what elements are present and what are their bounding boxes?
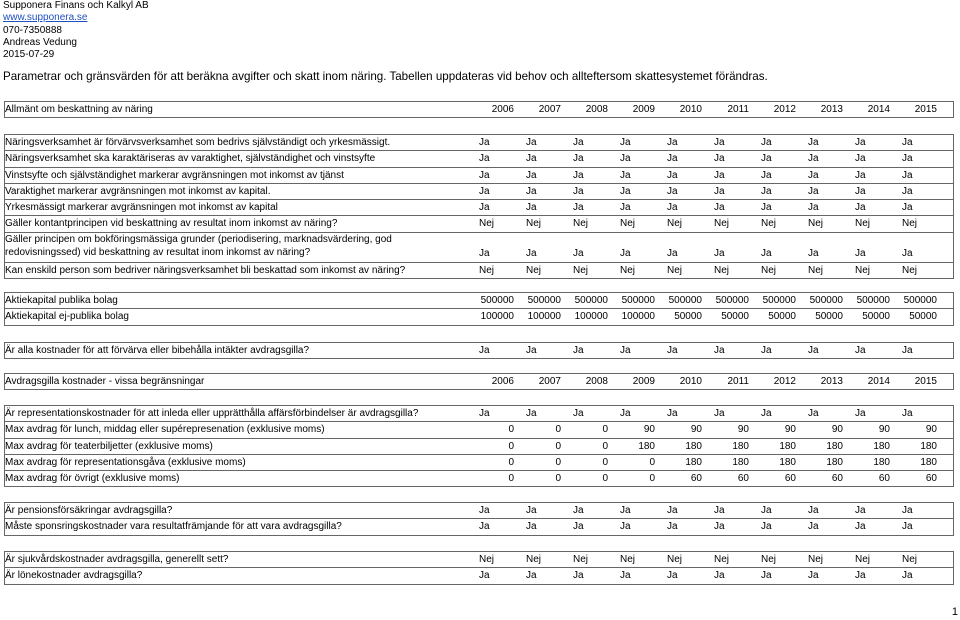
cell-2015: Ja [902, 570, 913, 582]
cell-2007: 100000 [527, 311, 561, 323]
row-label: Yrkesmässigt markerar avgränsningen mot inkomst av kapital [5, 202, 278, 214]
cell-2015: 180 [920, 440, 937, 452]
cell-2014: Ja [855, 505, 866, 516]
cell-2009: 0 [649, 456, 655, 468]
cell-2012: Ja [761, 505, 772, 516]
cell-2011: 60 [737, 473, 749, 485]
cell-2007: 0 [555, 440, 561, 452]
cell-2009: Nej [620, 218, 636, 230]
cell-2014: Ja [855, 570, 866, 582]
cell-2013: Ja [808, 169, 819, 181]
cell-2014: Nej [855, 264, 871, 276]
row-label: Max avdrag för övrigt (exklusive moms) [5, 473, 180, 485]
year-header-2012: 2012 [773, 376, 796, 387]
cell-2013: Ja [808, 521, 819, 533]
cell-2014: 90 [878, 424, 890, 436]
cell-2015: Ja [902, 202, 913, 214]
table-row [5, 293, 953, 309]
cell-2010: Ja [667, 169, 678, 181]
section2-header-row [5, 374, 953, 389]
cell-2011: Ja [714, 505, 725, 516]
row-label: Kan enskild person som bedriver näringsverksamhet bli beskattad som inkomst av näring? [5, 264, 406, 276]
table-row [5, 168, 953, 184]
cell-2012: Ja [761, 521, 772, 533]
year-header-2006: 2006 [491, 376, 514, 387]
cell-2011: Ja [714, 521, 725, 533]
cell-2011: 500000 [715, 295, 749, 306]
year-header-2007: 2007 [538, 104, 561, 115]
cell-2007: Nej [526, 218, 542, 230]
cell-2009: Nej [620, 264, 636, 276]
cell-2013: Ja [808, 185, 819, 197]
cell-2010: Ja [667, 153, 678, 165]
section2-header [4, 373, 954, 390]
table-row [5, 309, 953, 324]
document-date: 2015-07-29 [3, 49, 55, 61]
cell-2014: Ja [855, 137, 866, 148]
cell-2007: Ja [526, 408, 537, 419]
cell-2014: 180 [873, 440, 890, 452]
year-header-2013: 2013 [820, 104, 843, 115]
cell-2012: Ja [761, 345, 772, 356]
cell-2007: Ja [526, 247, 537, 259]
section1-table [4, 134, 954, 279]
cell-2011: Ja [714, 247, 725, 259]
cell-2007: Ja [526, 153, 537, 165]
cell-2008: 500000 [574, 295, 608, 306]
cell-2011: Nej [714, 554, 730, 565]
section2-title: Avdragsgilla kostnader - vissa begränsningar [5, 376, 205, 387]
cell-2011: Ja [714, 153, 725, 165]
cell-2007: 0 [555, 424, 561, 436]
cell-2010: Ja [667, 408, 678, 419]
cell-2014: Ja [855, 521, 866, 533]
cell-2011: 50000 [721, 311, 749, 323]
table-row [5, 519, 953, 534]
row-label: Max avdrag för representationsgåva (exklusive moms) [5, 456, 246, 468]
misc-table [4, 551, 954, 585]
cell-2009: Ja [620, 570, 631, 582]
representation-table [4, 405, 954, 487]
cell-2014: Ja [855, 408, 866, 419]
cell-2010: Nej [667, 264, 683, 276]
cell-2014: 500000 [856, 295, 890, 306]
row-label: Måste sponsringskostnader vara resultatfrämjande för att vara avdragsgilla? [5, 521, 342, 533]
cell-2012: Ja [761, 408, 772, 419]
cell-2013: Ja [808, 153, 819, 165]
cell-2009: Ja [620, 505, 631, 516]
cell-2006: Ja [479, 137, 490, 148]
cell-2007: Ja [526, 202, 537, 214]
table-row [5, 135, 953, 151]
table-row [5, 439, 953, 455]
cell-2013: Nej [808, 218, 824, 230]
table-row [5, 151, 953, 167]
cell-2012: 180 [779, 440, 796, 452]
cell-2010: Ja [667, 137, 678, 148]
cell-2010: 60 [690, 473, 702, 485]
row-label: Är sjukvårdskostnader avdragsgilla, generellt sett? [5, 554, 229, 565]
cell-2015: Nej [902, 264, 918, 276]
cell-2010: 180 [685, 456, 702, 468]
year-header-2012: 2012 [773, 104, 796, 115]
table-row [5, 471, 953, 486]
cell-2010: Ja [667, 570, 678, 582]
cell-2007: Ja [526, 505, 537, 516]
row-label: Varaktighet markerar avgränsningen mot inkomst av kapital. [5, 185, 271, 197]
cell-2006: Ja [479, 247, 490, 259]
cell-2011: 180 [732, 456, 749, 468]
cell-2006: Ja [479, 169, 490, 181]
cell-2009: Nej [620, 554, 636, 565]
cell-2012: 180 [779, 456, 796, 468]
cell-2007: Nej [526, 554, 542, 565]
section1-header-row [5, 102, 953, 117]
cell-2015: 500000 [903, 295, 937, 306]
cell-2008: Nej [573, 264, 589, 276]
cell-2010: Ja [667, 345, 678, 356]
cell-2013: 90 [831, 424, 843, 436]
cell-2010: 90 [690, 424, 702, 436]
cell-2015: 50000 [909, 311, 937, 323]
cell-2006: Ja [479, 153, 490, 165]
company-name: Supponera Finans och Kalkyl AB [3, 0, 149, 11]
year-header-2009: 2009 [632, 376, 655, 387]
cell-2012: 50000 [768, 311, 796, 323]
table-row [5, 503, 953, 519]
cell-2006: Ja [479, 202, 490, 214]
author-name: Andreas Vedung [3, 36, 77, 48]
cell-2006: 0 [508, 424, 514, 436]
cell-2008: 0 [602, 456, 608, 468]
row-label: Är pensionsförsäkringar avdragsgilla? [5, 505, 173, 516]
phone-number: 070-7350888 [3, 24, 62, 36]
cell-2009: Ja [620, 247, 631, 259]
cell-2013: 180 [826, 440, 843, 452]
cell-2009: Ja [620, 169, 631, 181]
cell-2013: Nej [808, 264, 824, 276]
row-label: Aktiekapital ej-publika bolag [5, 311, 129, 323]
cell-2013: Ja [808, 408, 819, 419]
cell-2012: 500000 [762, 295, 796, 306]
cell-2013: 60 [831, 473, 843, 485]
cell-2013: Ja [808, 570, 819, 582]
table-row [5, 263, 953, 278]
cell-2008: Ja [573, 153, 584, 165]
year-header-2015: 2015 [914, 376, 937, 387]
cell-2008: Ja [573, 202, 584, 214]
cell-2015: Ja [902, 408, 913, 419]
section1-header [4, 101, 954, 118]
cell-2010: 50000 [674, 311, 702, 323]
cell-2014: Ja [855, 247, 866, 259]
cell-2011: Ja [714, 169, 725, 181]
cell-2008: Ja [573, 408, 584, 419]
row-label: Gäller principen om bokföringsmässiga grunder (periodisering, marknadsvärdering, god redovisningssed) vid beskattning av resultat inom inkomst av näring? [5, 233, 392, 259]
cell-2008: Ja [573, 137, 584, 148]
cell-2015: Ja [902, 169, 913, 181]
cell-2007: Ja [526, 345, 537, 356]
cell-2011: 180 [732, 440, 749, 452]
cell-2008: 0 [602, 473, 608, 485]
table-row [5, 216, 953, 232]
cell-2007: 0 [555, 456, 561, 468]
table-row [5, 568, 953, 583]
cell-2008: Ja [573, 185, 584, 197]
cell-2008: Ja [573, 169, 584, 181]
year-header-2008: 2008 [585, 376, 608, 387]
cell-2006: Ja [479, 570, 490, 582]
cell-2009: Ja [620, 137, 631, 148]
cell-2009: Ja [620, 345, 631, 356]
capital-table [4, 292, 954, 326]
year-header-2007: 2007 [538, 376, 561, 387]
cell-2013: Ja [808, 505, 819, 516]
cell-2006: 100000 [480, 311, 514, 323]
year-header-2011: 2011 [727, 104, 749, 115]
cell-2014: Ja [855, 169, 866, 181]
cell-2008: 100000 [574, 311, 608, 323]
row-label: Näringsverksamhet är förvärvsverksamhet som bedrivs självständigt och yrkesmässigt. [5, 137, 391, 148]
cell-2012: Nej [761, 218, 777, 230]
row-label: Max avdrag för lunch, middag eller supérepresenation (exklusive moms) [5, 424, 325, 436]
year-header-2006: 2006 [491, 104, 514, 115]
cell-2013: Ja [808, 202, 819, 214]
table-row [5, 406, 953, 422]
cell-2013: Ja [808, 137, 819, 148]
table-row [5, 552, 953, 568]
cell-2014: Ja [855, 345, 866, 356]
cell-2012: Ja [761, 570, 772, 582]
cell-2009: Ja [620, 153, 631, 165]
cell-2010: Ja [667, 202, 678, 214]
cell-2007: Nej [526, 264, 542, 276]
pension-table [4, 502, 954, 536]
cell-2012: Nej [761, 554, 777, 565]
cell-2015: 180 [920, 456, 937, 468]
cell-2010: Nej [667, 218, 683, 230]
section1-title: Allmänt om beskattning av näring [5, 104, 153, 115]
cell-2011: Ja [714, 137, 725, 148]
cell-2008: 0 [602, 424, 608, 436]
cell-2008: Ja [573, 247, 584, 259]
cell-2014: 60 [878, 473, 890, 485]
company-url-link[interactable]: www.supponera.se [3, 12, 88, 24]
cell-2009: Ja [620, 521, 631, 533]
table-row [5, 200, 953, 216]
cell-2012: Ja [761, 202, 772, 214]
cell-2013: 500000 [809, 295, 843, 306]
year-header-2013: 2013 [820, 376, 843, 387]
document-header [3, 0, 149, 61]
cell-2013: Ja [808, 247, 819, 259]
cell-2014: 180 [873, 456, 890, 468]
cell-2013: 50000 [815, 311, 843, 323]
table-row [5, 455, 953, 471]
row-label: Är lönekostnader avdragsgilla? [5, 570, 143, 582]
cell-2011: Ja [714, 345, 725, 356]
table-row [5, 233, 953, 263]
cell-2006: Ja [479, 505, 490, 516]
year-header-2014: 2014 [867, 104, 890, 115]
cell-2015: Ja [902, 247, 913, 259]
cell-2014: Nej [855, 218, 871, 230]
year-header-2008: 2008 [585, 104, 608, 115]
cell-2006: Ja [479, 521, 490, 533]
cell-2015: Ja [902, 137, 913, 148]
cell-2009: 0 [649, 473, 655, 485]
cell-2015: 90 [925, 424, 937, 436]
year-header-2015: 2015 [914, 104, 937, 115]
cell-2008: Nej [573, 554, 589, 565]
year-header-2009: 2009 [632, 104, 655, 115]
cell-2010: Ja [667, 521, 678, 533]
cell-2012: 90 [784, 424, 796, 436]
cell-2006: Nej [479, 264, 495, 276]
cell-2006: 0 [508, 473, 514, 485]
table-row [5, 184, 953, 200]
row-label: Är alla kostnader för att förvärva eller bibehålla intäkter avdragsgilla? [5, 345, 310, 356]
cell-2015: Ja [902, 345, 913, 356]
cell-2012: Ja [761, 169, 772, 181]
cell-2008: Ja [573, 505, 584, 516]
cell-2012: Ja [761, 153, 772, 165]
cell-2009: 100000 [621, 311, 655, 323]
cell-2012: Ja [761, 185, 772, 197]
page-number: 1 [951, 606, 958, 618]
cell-2007: Ja [526, 570, 537, 582]
cell-2006: 0 [508, 456, 514, 468]
cell-2015: Ja [902, 185, 913, 197]
cell-2009: Ja [620, 408, 631, 419]
cell-2011: Ja [714, 202, 725, 214]
cell-2012: Ja [761, 247, 772, 259]
cell-2009: Ja [620, 202, 631, 214]
cell-2011: Nej [714, 218, 730, 230]
cell-2007: Ja [526, 521, 537, 533]
cell-2008: Ja [573, 521, 584, 533]
cell-2011: Ja [714, 185, 725, 197]
cell-2009: 500000 [621, 295, 655, 306]
cell-2014: Ja [855, 153, 866, 165]
cell-2008: Ja [573, 570, 584, 582]
table-row [5, 422, 953, 438]
row-label: Max avdrag för teaterbiljetter (exklusive moms) [5, 440, 213, 452]
cell-2006: Nej [479, 554, 495, 565]
cell-2009: Ja [620, 185, 631, 197]
cell-2014: Ja [855, 185, 866, 197]
cell-2010: Ja [667, 505, 678, 516]
cell-2009: 90 [643, 424, 655, 436]
cell-2015: Nej [902, 218, 918, 230]
row-label: Näringsverksamhet ska karaktäriseras av varaktighet, självständighet och vinstsyfte [5, 153, 376, 165]
cell-2010: Nej [667, 554, 683, 565]
cell-2006: Nej [479, 218, 495, 230]
costs-table [4, 342, 954, 359]
row-label: Gäller kontantprincipen vid beskattning av resultat inom inkomst av näring? [5, 218, 338, 230]
cell-2015: 60 [925, 473, 937, 485]
cell-2010: 500000 [668, 295, 702, 306]
cell-2010: Ja [667, 185, 678, 197]
cell-2007: 0 [555, 473, 561, 485]
row-label: Är representationskostnader för att inleda eller upprätthålla affärsförbindelser är avdragsgilla? [5, 408, 419, 419]
year-header-2010: 2010 [679, 376, 702, 387]
row-label: Vinstsyfte och självständighet markerar avgränsningen mot inkomst av tjänst [5, 169, 344, 181]
cell-2010: 180 [685, 440, 702, 452]
year-header-2014: 2014 [867, 376, 890, 387]
cell-2006: 500000 [480, 295, 514, 306]
cell-2015: Ja [902, 153, 913, 165]
cell-2011: Ja [714, 408, 725, 419]
cell-2012: Nej [761, 264, 777, 276]
cell-2009: 180 [638, 440, 655, 452]
year-header-2011: 2011 [727, 376, 749, 387]
cell-2006: Ja [479, 408, 490, 419]
cell-2010: Ja [667, 247, 678, 259]
cell-2015: Ja [902, 521, 913, 533]
cell-2011: Ja [714, 570, 725, 582]
year-header-2010: 2010 [679, 104, 702, 115]
table-row [5, 343, 953, 358]
cell-2006: Ja [479, 185, 490, 197]
cell-2011: Nej [714, 264, 730, 276]
cell-2011: 90 [737, 424, 749, 436]
intro-text: Parametrar och gränsvärden för att beräkna avgifter och skatt inom näring. Tabellen uppdateras vid behov och allteftersom skattesystemet förändras. [3, 70, 768, 83]
cell-2007: Ja [526, 169, 537, 181]
cell-2006: 0 [508, 440, 514, 452]
cell-2008: 0 [602, 440, 608, 452]
cell-2008: Nej [573, 218, 589, 230]
cell-2014: Nej [855, 554, 871, 565]
cell-2007: Ja [526, 137, 537, 148]
cell-2015: Ja [902, 505, 913, 516]
row-label: Aktiekapital publika bolag [5, 295, 118, 306]
cell-2012: Ja [761, 137, 772, 148]
cell-2006: Ja [479, 345, 490, 356]
cell-2012: 60 [784, 473, 796, 485]
cell-2008: Ja [573, 345, 584, 356]
cell-2007: 500000 [527, 295, 561, 306]
cell-2015: Nej [902, 554, 918, 565]
cell-2007: Ja [526, 185, 537, 197]
cell-2014: 50000 [862, 311, 890, 323]
cell-2014: Ja [855, 202, 866, 214]
cell-2013: 180 [826, 456, 843, 468]
cell-2013: Nej [808, 554, 824, 565]
cell-2013: Ja [808, 345, 819, 356]
